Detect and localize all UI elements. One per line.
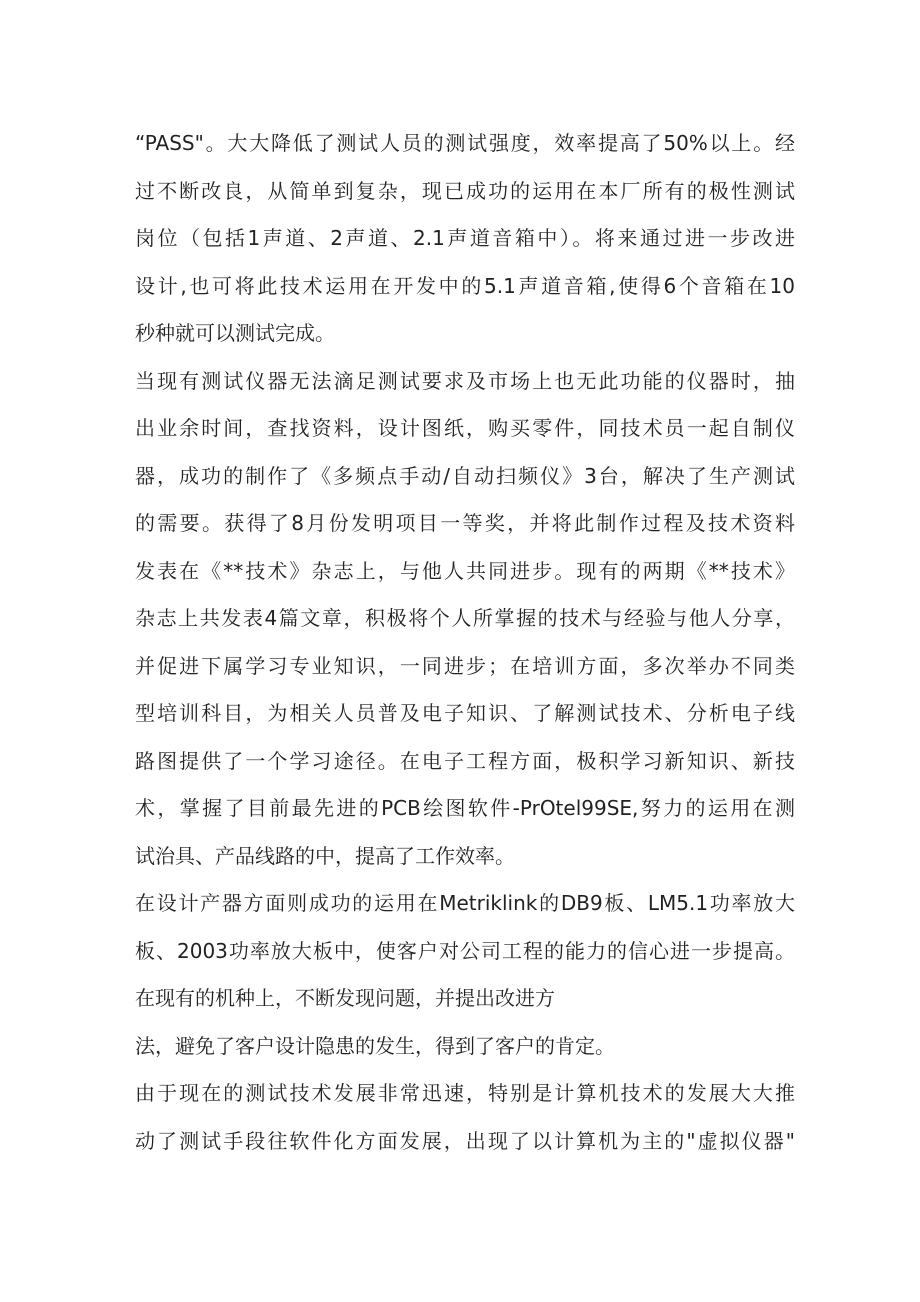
text-line: “PASS"。大大降低了测试人员的测试强度，效率提高了50%以上。经	[135, 131, 795, 155]
text-line: 当现有测试仪器无法滴足测试要求及市场上也无此功能的仪器时，抽	[135, 368, 795, 393]
text-line: 岗位（包括1声道、2声道、2.1声道音箱中）。将来通过进一步改进	[135, 226, 795, 250]
text-line: 在现有的机种上，不断发现问题，并提出改进方	[135, 986, 555, 1010]
text-line: 杂志上共发表4篇文章，积极将个人所掌握的技术与经验与他人分享，	[135, 606, 795, 630]
text-line: 术，掌握了目前最先进的PCB绘图软件-PrOtel99SE,努力的运用在测	[135, 796, 795, 820]
document-body	[135, 120, 795, 1165]
text-line: 过不断改良，从简单到复杂，现已成功的运用在本厂所有的极性测试	[135, 178, 795, 203]
text-line: 发表在《**技术》杂志上，与他人共同进步。现有的两期《**技术》	[135, 558, 795, 583]
text-line: 器，成功的制作了《多频点手动/自动扫频仪》3台，解决了生产测试	[135, 463, 795, 488]
text-line: 试治具、产品线路的中，提高了工作效率。	[135, 843, 515, 868]
text-line: 的需要。获得了8月份发明项目一等奖，并将此制作过程及技术资料	[135, 511, 795, 535]
text-line: 法，避免了客户设计隐患的发生，得到了客户的肯定。	[135, 1033, 615, 1058]
text-line: 由于现在的测试技术发展非常迅速，特别是计算机技术的发展大大推	[135, 1081, 795, 1105]
text-line: 动了测试手段往软件化方面发展，出现了以计算机为主的"虚拟仪器"	[135, 1128, 795, 1153]
text-line: 板、2003功率放大板中，使客户对公司工程的能力的信心进一步提高。	[135, 938, 795, 963]
text-line: 在设计产器方面则成功的运用在Metriklink的DB9板、LM5.1功率放大	[135, 891, 795, 915]
text-line: 设计,也可将此技术运用在开发中的5.1声道音箱,使得6个音箱在10	[135, 273, 795, 298]
text-line: 秒种就可以测试完成。	[135, 321, 335, 345]
text-line: 路图提供了一个学习途径。在电子工程方面，极积学习新知识、新技	[135, 748, 795, 773]
text-line: 出业余时间，查找资料，设计图纸，购买零件，同技术员一起自制仪	[135, 416, 795, 440]
text-line: 型培训科目，为相关人员普及电子知识、了解测试技术、分析电子线	[135, 701, 795, 725]
text-line: 并促进下属学习专业知识，一同进步；在培训方面，多次举办不同类	[135, 653, 795, 678]
